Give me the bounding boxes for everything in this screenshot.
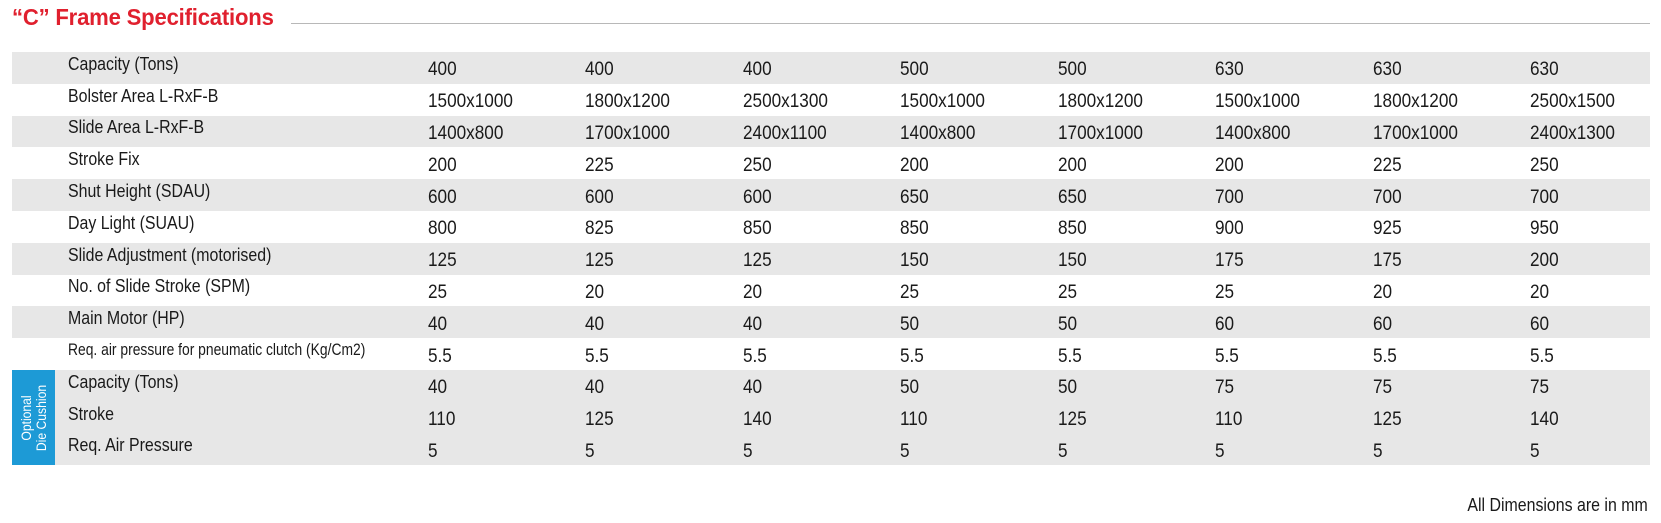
row-label: Capacity (Tons) bbox=[68, 370, 179, 392]
table-cell: 60 bbox=[1373, 312, 1393, 335]
table-row bbox=[12, 402, 1650, 434]
table-cell: 2400x1300 bbox=[1530, 121, 1615, 144]
table-cell: 850 bbox=[743, 217, 772, 240]
table-cell: 125 bbox=[743, 249, 772, 272]
table-cell: 20 bbox=[1373, 280, 1393, 303]
table-cell: 1800x1200 bbox=[1058, 90, 1143, 113]
table-cell: 630 bbox=[1215, 58, 1244, 81]
row-label: Stroke Fix bbox=[68, 148, 140, 170]
table-cell: 5.5 bbox=[1215, 344, 1239, 367]
table-cell: 5.5 bbox=[900, 344, 924, 367]
table-cell: 40 bbox=[585, 376, 605, 399]
table-cell: 5.5 bbox=[743, 344, 767, 367]
row-label: Bolster Area L-RxF-B bbox=[68, 84, 219, 106]
table-cell: 125 bbox=[585, 249, 614, 272]
table-cell: 50 bbox=[900, 312, 920, 335]
table-cell: 60 bbox=[1215, 312, 1235, 335]
table-cell: 250 bbox=[743, 153, 772, 176]
table-cell: 650 bbox=[900, 185, 929, 208]
table-cell: 20 bbox=[743, 280, 763, 303]
table-row bbox=[12, 370, 1650, 402]
table-cell: 600 bbox=[585, 185, 614, 208]
table-cell: 1800x1200 bbox=[585, 90, 670, 113]
table-row bbox=[12, 52, 1650, 84]
table-cell: 200 bbox=[900, 153, 929, 176]
table-cell: 5.5 bbox=[1058, 344, 1082, 367]
table-cell: 75 bbox=[1373, 376, 1393, 399]
table-cell: 5.5 bbox=[585, 344, 609, 367]
table-cell: 25 bbox=[1058, 280, 1078, 303]
table-cell: 200 bbox=[428, 153, 457, 176]
table-cell: 140 bbox=[743, 408, 772, 431]
table-cell: 600 bbox=[428, 185, 457, 208]
table-cell: 5 bbox=[428, 439, 438, 462]
table-cell: 50 bbox=[1058, 376, 1078, 399]
table-row bbox=[12, 84, 1650, 116]
table-row bbox=[12, 275, 1650, 307]
cushion-label-line: Die Cushion bbox=[33, 384, 49, 451]
table-cell: 5 bbox=[743, 439, 753, 462]
table-cell: 25 bbox=[900, 280, 920, 303]
table-cell: 5 bbox=[585, 439, 595, 462]
table-cell: 800 bbox=[428, 217, 457, 240]
table-cell: 5 bbox=[1373, 439, 1383, 462]
table-cell: 60 bbox=[1530, 312, 1550, 335]
cushion-label-line: Optional bbox=[18, 394, 34, 441]
table-cell: 1500x1000 bbox=[900, 90, 985, 113]
table-cell: 1700x1000 bbox=[1058, 121, 1143, 144]
table-cell: 5 bbox=[1215, 439, 1225, 462]
table-cell: 40 bbox=[428, 312, 448, 335]
die-cushion-label bbox=[19, 381, 49, 455]
table-cell: 500 bbox=[1058, 58, 1087, 81]
table-cell: 1700x1000 bbox=[585, 121, 670, 144]
die-cushion-section-tab bbox=[12, 370, 55, 465]
table-cell: 175 bbox=[1215, 249, 1244, 272]
table-cell: 25 bbox=[1215, 280, 1235, 303]
table-cell: 850 bbox=[1058, 217, 1087, 240]
table-cell: 850 bbox=[900, 217, 929, 240]
table-cell: 400 bbox=[428, 58, 457, 81]
table-cell: 125 bbox=[1373, 408, 1402, 431]
table-cell: 2500x1300 bbox=[743, 90, 828, 113]
row-label: No. of Slide Stroke (SPM) bbox=[68, 275, 251, 297]
table-cell: 925 bbox=[1373, 217, 1402, 240]
table-cell: 700 bbox=[1215, 185, 1244, 208]
table-cell: 400 bbox=[585, 58, 614, 81]
table-row bbox=[12, 116, 1650, 148]
table-cell: 140 bbox=[1530, 408, 1559, 431]
row-label: Capacity (Tons) bbox=[68, 52, 179, 74]
table-cell: 5.5 bbox=[1373, 344, 1397, 367]
row-label: Day Light (SUAU) bbox=[68, 211, 195, 233]
table-cell: 825 bbox=[585, 217, 614, 240]
table-cell: 25 bbox=[428, 280, 448, 303]
table-row bbox=[12, 434, 1650, 466]
table-cell: 110 bbox=[428, 408, 456, 431]
row-label: Main Motor (HP) bbox=[68, 307, 185, 329]
table-cell: 5 bbox=[1530, 439, 1540, 462]
table-cell: 1400x800 bbox=[428, 121, 504, 144]
table-cell: 225 bbox=[585, 153, 614, 176]
table-cell: 200 bbox=[1215, 153, 1244, 176]
dimensions-footnote: All Dimensions are in mm bbox=[1467, 494, 1648, 515]
table-cell: 5.5 bbox=[1530, 344, 1554, 367]
table-cell: 150 bbox=[1058, 249, 1087, 272]
table-cell: 5 bbox=[1058, 439, 1068, 462]
spec-table bbox=[12, 52, 1650, 465]
table-cell: 40 bbox=[743, 376, 763, 399]
table-cell: 1400x800 bbox=[900, 121, 976, 144]
table-cell: 200 bbox=[1058, 153, 1087, 176]
table-cell: 50 bbox=[1058, 312, 1078, 335]
table-cell: 2400x1100 bbox=[743, 121, 827, 144]
table-cell: 1700x1000 bbox=[1373, 121, 1458, 144]
table-row bbox=[12, 179, 1650, 211]
row-label: Stroke bbox=[68, 402, 114, 424]
table-cell: 900 bbox=[1215, 217, 1244, 240]
table-cell: 40 bbox=[428, 376, 448, 399]
table-cell: 630 bbox=[1530, 58, 1559, 81]
table-cell: 1500x1000 bbox=[428, 90, 513, 113]
table-cell: 125 bbox=[428, 249, 457, 272]
table-cell: 110 bbox=[1215, 408, 1243, 431]
table-row bbox=[12, 338, 1650, 370]
table-cell: 1500x1000 bbox=[1215, 90, 1300, 113]
title-divider bbox=[291, 23, 1650, 24]
row-label: Slide Area L-RxF-B bbox=[68, 116, 205, 138]
table-cell: 5.5 bbox=[428, 344, 452, 367]
table-cell: 20 bbox=[1530, 280, 1550, 303]
table-cell: 1400x800 bbox=[1215, 121, 1291, 144]
table-row bbox=[12, 147, 1650, 179]
table-cell: 225 bbox=[1373, 153, 1402, 176]
table-cell: 630 bbox=[1373, 58, 1402, 81]
table-cell: 200 bbox=[1530, 249, 1559, 272]
table-cell: 950 bbox=[1530, 217, 1559, 240]
table-cell: 150 bbox=[900, 249, 929, 272]
row-label: Req. air pressure for pneumatic clutch (Kg/Cm2) bbox=[68, 340, 366, 359]
table-cell: 500 bbox=[900, 58, 929, 81]
table-cell: 40 bbox=[585, 312, 605, 335]
row-label: Req. Air Pressure bbox=[68, 434, 193, 456]
row-label: Shut Height (SDAU) bbox=[68, 180, 211, 202]
table-cell: 125 bbox=[585, 408, 614, 431]
table-cell: 75 bbox=[1530, 376, 1550, 399]
table-cell: 110 bbox=[900, 408, 928, 431]
table-cell: 1800x1200 bbox=[1373, 90, 1458, 113]
table-cell: 250 bbox=[1530, 153, 1559, 176]
table-cell: 700 bbox=[1530, 185, 1559, 208]
table-row bbox=[12, 243, 1650, 275]
table-cell: 20 bbox=[585, 280, 605, 303]
table-cell: 650 bbox=[1058, 185, 1087, 208]
table-cell: 5 bbox=[900, 439, 910, 462]
row-label: Slide Adjustment (motorised) bbox=[68, 243, 272, 265]
table-cell: 2500x1500 bbox=[1530, 90, 1615, 113]
table-cell: 75 bbox=[1215, 376, 1235, 399]
table-cell: 125 bbox=[1058, 408, 1087, 431]
table-cell: 400 bbox=[743, 58, 772, 81]
table-cell: 175 bbox=[1373, 249, 1402, 272]
table-cell: 40 bbox=[743, 312, 763, 335]
table-cell: 600 bbox=[743, 185, 772, 208]
title-bar bbox=[12, 2, 1650, 32]
table-cell: 700 bbox=[1373, 185, 1402, 208]
table-cell: 50 bbox=[900, 376, 920, 399]
page-title: “C” Frame Specifications bbox=[12, 3, 274, 30]
